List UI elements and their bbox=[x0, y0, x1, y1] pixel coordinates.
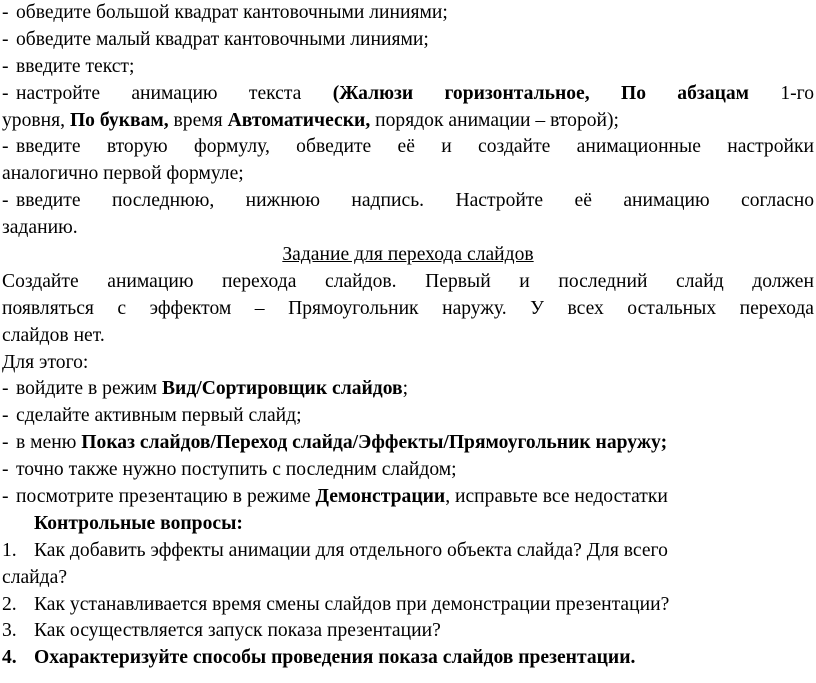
question-item: 4. Охарактеризуйте способы проведения показа слайдов презентации. bbox=[2, 647, 636, 669]
list-dash: - bbox=[2, 28, 9, 50]
list-dash: - bbox=[2, 459, 9, 481]
list-dash: - bbox=[2, 82, 9, 104]
list-dash: - bbox=[2, 432, 9, 454]
list-item: - войдите в режим Вид/Сортировщик слайдов; bbox=[2, 376, 814, 403]
list-item-continuation: уровня, По буквам, время Автоматически, порядок анимации – второй); bbox=[2, 109, 619, 131]
paragraph-line: слайдов нет. bbox=[2, 324, 105, 346]
list-item: - введите вторую формулу, обведите её и создайте анимационные настройки bbox=[2, 134, 814, 161]
paragraph-line: появляться с эффектом – Прямоугольник наружу. У всех остальных перехода bbox=[2, 297, 814, 319]
list-dash: - bbox=[2, 378, 9, 400]
list-item-continuation: аналогично первой формуле; bbox=[2, 163, 244, 185]
list-dash: - bbox=[2, 405, 9, 427]
list-item: - настройте анимацию текста (Жалюзи горизонтальное, По абзацам 1-го bbox=[2, 81, 814, 108]
list-item: - сделайте активным первый слайд; bbox=[2, 403, 814, 430]
list-item: - в меню Показ слайдов/Переход слайда/Эффекты/Прямоугольник наружу; bbox=[2, 430, 814, 457]
list-dash: - bbox=[2, 55, 9, 77]
paragraph-line: Создайте анимацию перехода слайдов. Первый и последний слайд должен bbox=[2, 270, 814, 292]
question-item: 1. Как добавить эффекты анимации для отдельного объекта слайда? Для всего bbox=[2, 539, 668, 561]
list-item: - точно также нужно поступить с последним слайдом; bbox=[2, 457, 814, 484]
list-dash: - bbox=[2, 136, 9, 158]
question-item-continuation: слайда? bbox=[2, 566, 68, 588]
question-item: 3. Как осуществляется запуск показа презентации? bbox=[2, 620, 441, 642]
list-item: - обведите большой квадрат кантовочными линиями; bbox=[2, 0, 814, 27]
list-item: - введите последнюю, нижнюю надпись. Настройте её анимацию согласно bbox=[2, 188, 814, 215]
section-heading: Задание для перехода слайдов bbox=[282, 244, 534, 266]
list-dash: - bbox=[2, 486, 9, 508]
list-dash: - bbox=[2, 190, 9, 212]
list-item: - обведите малый квадрат кантовочными линиями; bbox=[2, 27, 814, 54]
questions-heading: Контрольные вопросы: bbox=[34, 512, 243, 534]
paragraph-line: Для этого: bbox=[2, 351, 89, 373]
question-item: 2. Как устанавливается время смены слайдов при демонстрации презентации? bbox=[2, 593, 670, 615]
list-item: - введите текст; bbox=[2, 54, 814, 81]
list-item: - посмотрите презентацию в режиме Демонстрации, исправьте все недостатки bbox=[2, 484, 814, 511]
list-item-continuation: заданию. bbox=[2, 217, 78, 239]
list-dash: - bbox=[2, 2, 9, 23]
